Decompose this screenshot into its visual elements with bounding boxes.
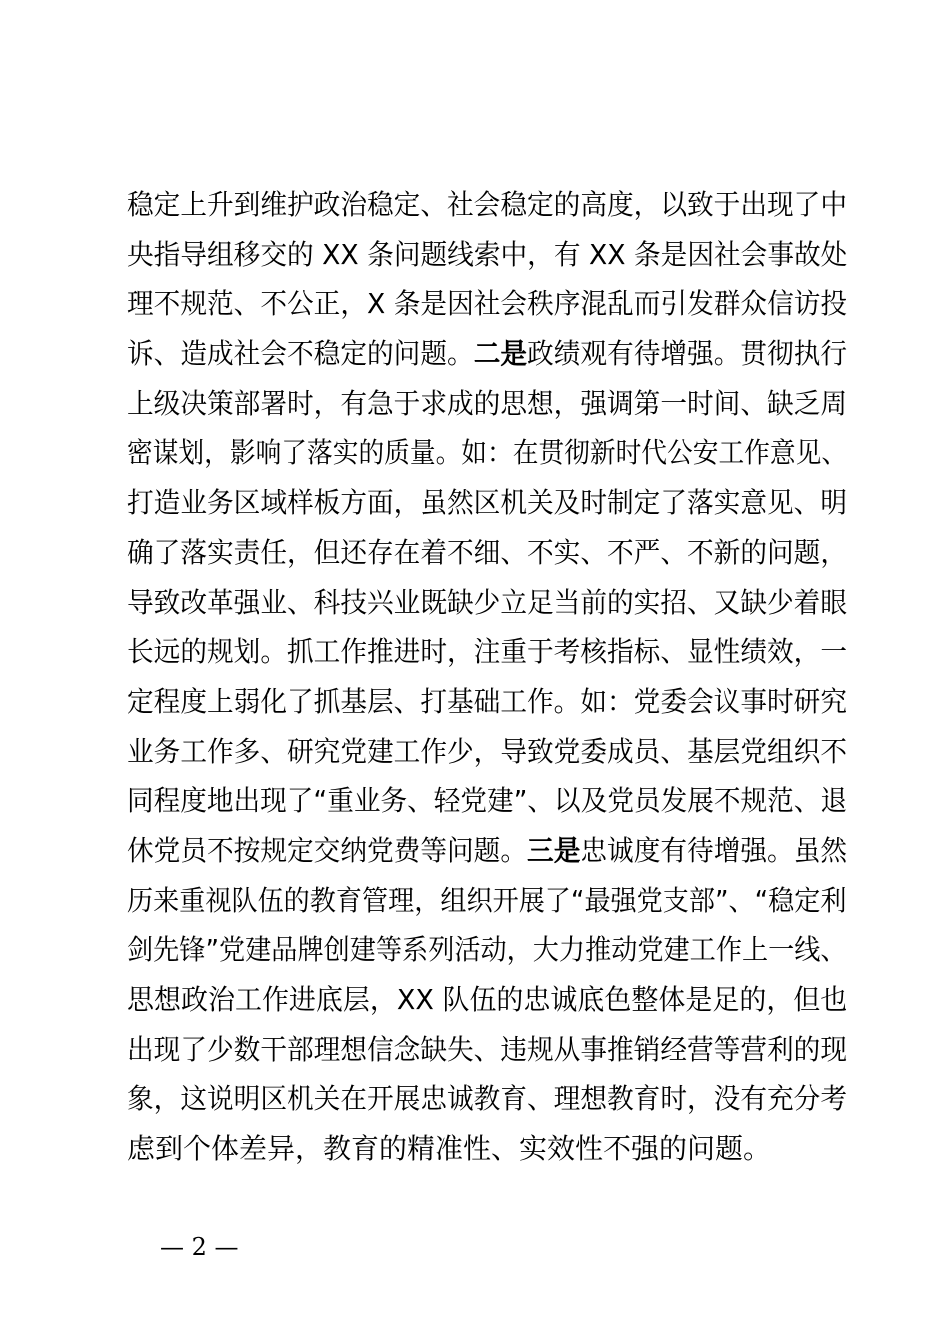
text-line <box>127 975 848 1025</box>
text-run: 定程度上弱化了抓基层、打基础工作。如：党委会议事时研究 <box>127 684 848 718</box>
page-number: — 2 — <box>160 1233 239 1261</box>
emphasis-text: 二是 <box>473 337 528 371</box>
text-line <box>127 1025 848 1075</box>
text-run: 忠诚度有待增强。虽然 <box>580 833 848 867</box>
text-run: 出现了少数干部理想信念缺失、违规从事推销经营等营利的现 <box>127 1032 848 1066</box>
text-line <box>127 379 848 429</box>
text-run: 确了落实责任，但还存在着不细、不实、不严、不新的问题， <box>127 535 848 569</box>
text-line <box>127 578 848 628</box>
text-run: 政绩观有待增强。贯彻执行 <box>527 337 848 371</box>
text-run: 虑到个体差异，教育的精准性、实效性不强的问题。 <box>127 1132 772 1166</box>
text-line <box>127 528 848 578</box>
text-line <box>127 180 848 230</box>
text-run: 央指导组移交的 XX 条问题线索中，有 XX 条是因社会事故处 <box>127 237 848 271</box>
text-line <box>127 727 848 777</box>
text-line <box>127 478 848 528</box>
text-line <box>127 776 847 826</box>
text-run: 休党员不按规定交纳党费等问题。 <box>127 833 528 867</box>
text-run: 历来重视队伍的教育管理，组织开展了“最强党支部”、“稳定利 <box>127 883 847 917</box>
text-line <box>127 230 848 280</box>
text-run: 导致改革强业、科技兴业既缺少立足当前的实招、又缺少着眼 <box>127 585 848 619</box>
text-line <box>127 279 848 329</box>
text-run: 密谋划，影响了落实的质量。如：在贯彻新时代公安工作意见、 <box>127 436 848 470</box>
text-line <box>127 925 847 975</box>
text-run: 理不规范、不公正，X 条是因社会秩序混乱而引发群众信访投 <box>127 287 848 321</box>
text-line <box>127 1124 847 1174</box>
text-run: 诉、造成社会不稳定的问题。 <box>127 337 474 371</box>
text-line <box>127 826 848 876</box>
text-run: 长远的规划。抓工作推进时，注重于考核指标、显性绩效，一 <box>127 635 848 669</box>
text-line <box>127 329 848 379</box>
text-run: 打造业务区域样板方面，虽然区机关及时制定了落实意见、明 <box>127 486 848 520</box>
text-line <box>127 428 848 478</box>
text-line <box>127 1074 848 1124</box>
text-line <box>127 627 848 677</box>
text-run: 思想政治工作进底层，XX 队伍的忠诚底色整体是足的，但也 <box>127 983 848 1016</box>
text-run: 上级决策部署时，有急于求成的思想，强调第一时间、缺乏周 <box>127 386 848 420</box>
text-run: 象，这说明区机关在开展忠诚教育、理想教育时，没有充分考 <box>127 1082 848 1116</box>
text-run: 业务工作多、研究党建工作少，导致党委成员、基层党组织不 <box>127 734 848 768</box>
emphasis-text: 三是 <box>527 833 581 867</box>
text-run: 同程度地出现了“重业务、轻党建”、以及党员发展不规范、退 <box>127 784 847 818</box>
text-run: 剑先锋”党建品牌创建等系列活动，大力推动党建工作上一线、 <box>127 933 847 967</box>
body-paragraph <box>127 180 847 1174</box>
text-line <box>127 876 847 926</box>
text-line <box>127 677 848 727</box>
text-run: 稳定上升到维护政治稳定、社会稳定的高度，以致于出现了中 <box>127 188 848 221</box>
